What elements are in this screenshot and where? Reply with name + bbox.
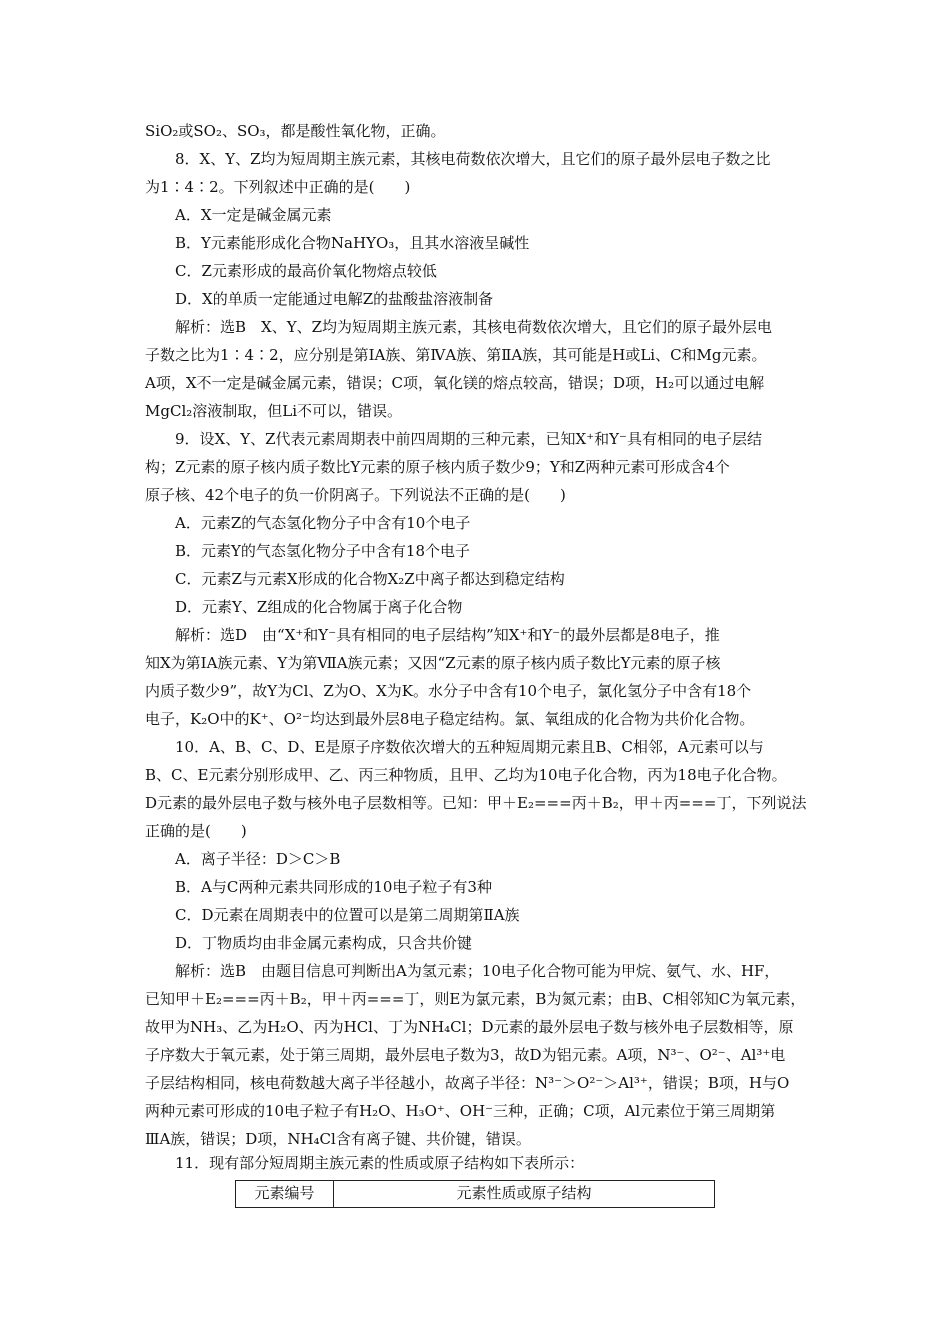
element-table <box>235 1180 715 1208</box>
option-d: D．丁物质均由非金属元素构成，只含共价键 <box>175 934 473 952</box>
option-d: D．元素Y、Z组成的化合物属于离子化合物 <box>175 598 463 616</box>
option-d: D．X的单质一定能通过电解Z的盐酸盐溶液制备 <box>175 290 494 308</box>
option-c: C．D元素在周期表中的位置可以是第二周期第ⅡA族 <box>175 906 520 924</box>
question-8-stem: 8．X、Y、Z均为短周期主族元素，其核电荷数依次增大，且它们的原子最外层电子数之比 <box>175 150 771 168</box>
text-line: ⅢA族，错误；D项，NH₄Cl含有离子键、共价键，错误。 <box>145 1130 531 1148</box>
answer-explanation: 解析：选D 由“X⁺和Y⁻具有相同的电子层结构”知X⁺和Y⁻的最外层都是8电子，推 <box>175 626 720 644</box>
option-a: A．X一定是碱金属元素 <box>175 206 332 224</box>
option-c: C．元素Z与元素X形成的化合物X₂Z中离子都达到稳定结构 <box>175 570 565 588</box>
answer-explanation: 解析：选B 由题目信息可判断出A为氢元素；10电子化合物可能为甲烷、氨气、水、HF， <box>175 962 780 980</box>
option-a: A．离子半径：D＞C＞B <box>175 850 341 868</box>
table-header-properties: 元素性质或原子结构 <box>456 1184 592 1202</box>
question-11-stem: 11．现有部分短周期主族元素的性质或原子结构如下表所示： <box>175 1154 585 1172</box>
text-line: 内质子数少9”，故Y为Cl、Z为O、X为K。水分子中含有10个电子，氯化氢分子中含有18个 <box>145 682 752 700</box>
text-line: 正确的是( ) <box>145 822 247 840</box>
option-b: B．Y元素能形成化合物NaHYO₃，且其水溶液呈碱性 <box>175 234 530 252</box>
text-line: 故甲为NH₃、乙为H₂O、丙为HCl、丁为NH₄Cl；D元素的最外层电子数与核外电子层数相等，原 <box>145 1018 794 1036</box>
text-line: A项，X不一定是碱金属元素，错误；C项，氧化镁的熔点较高，错误；D项，H₂可以通过电解 <box>145 374 765 392</box>
text-line: B、C、E元素分别形成甲、乙、丙三种物质，且甲、乙均为10电子化合物，丙为18电子化合物。 <box>145 766 787 784</box>
text-line: 已知甲＋E₂===丙＋B₂，甲＋丙===丁，则E为氯元素，B为氮元素；由B、C相邻知C为氧元素， <box>145 990 806 1008</box>
text-line: 原子核、42个电子的负一价阴离子。下列说法不正确的是( ) <box>145 486 566 504</box>
text-line: 子序数大于氧元素，处于第三周期，最外层电子数为3，故D为铝元素。A项，N³⁻、O²⁻、Al³⁺电 <box>145 1046 786 1064</box>
text-line: 电子，K₂O中的K⁺、O²⁻均达到最外层8电子稳定结构。氯、氧组成的化合物为共价化合物。 <box>145 710 755 728</box>
option-b: B．元素Y的气态氢化物分子中含有18个电子 <box>175 542 471 560</box>
option-a: A．元素Z的气态氢化物分子中含有10个电子 <box>175 514 471 532</box>
option-b: B．A与C两种元素共同形成的10电子粒子有3种 <box>175 878 492 896</box>
text-line: SiO₂或SO₂、SO₃，都是酸性氧化物，正确。 <box>145 122 446 140</box>
text-line: MgCl₂溶液制取，但Li不可以，错误。 <box>145 402 403 420</box>
answer-explanation: 解析：选B X、Y、Z均为短周期主族元素，其核电荷数依次增大，且它们的原子最外层电 <box>175 318 773 336</box>
text-line: 子数之比为1∶4∶2，应分别是第ⅠA族、第ⅣA族、第ⅡA族，其可能是H或Li、C和Mg元素。 <box>145 346 767 364</box>
text-line: 子层结构相同，核电荷数越大离子半径越小，故离子半径：N³⁻＞O²⁻＞Al³⁺，错误；B项，H与O <box>145 1074 790 1092</box>
text-line: 知X为第ⅠA族元素、Y为第ⅦA族元素；又因“Z元素的原子核内质子数比Y元素的原子核 <box>145 654 721 672</box>
text-line: 为1∶4∶2。下列叙述中正确的是( ) <box>145 178 411 196</box>
text-line: 两种元素可形成的10电子粒子有H₂O、H₃O⁺、OH⁻三种，正确；C项，Al元素位于第三周期第 <box>145 1102 776 1120</box>
question-10-stem: 10．A、B、C、D、E是原子序数依次增大的五种短周期元素且B、C相邻，A元素可以与 <box>175 738 764 756</box>
question-9-stem: 9．设X、Y、Z代表元素周期表中前四周期的三种元素，已知X⁺和Y⁻具有相同的电子层结 <box>175 430 762 448</box>
table-header-element-id: 元素编号 <box>236 1181 334 1207</box>
text-line: D元素的最外层电子数与核外电子层数相等。已知：甲＋E₂===丙＋B₂，甲＋丙===丁，下列说法 <box>145 794 807 812</box>
text-line: 构；Z元素的原子核内质子数比Y元素的原子核内质子数少9；Y和Z两种元素可形成含4个 <box>145 458 730 476</box>
option-c: C．Z元素形成的最高价氧化物熔点较低 <box>175 262 437 280</box>
